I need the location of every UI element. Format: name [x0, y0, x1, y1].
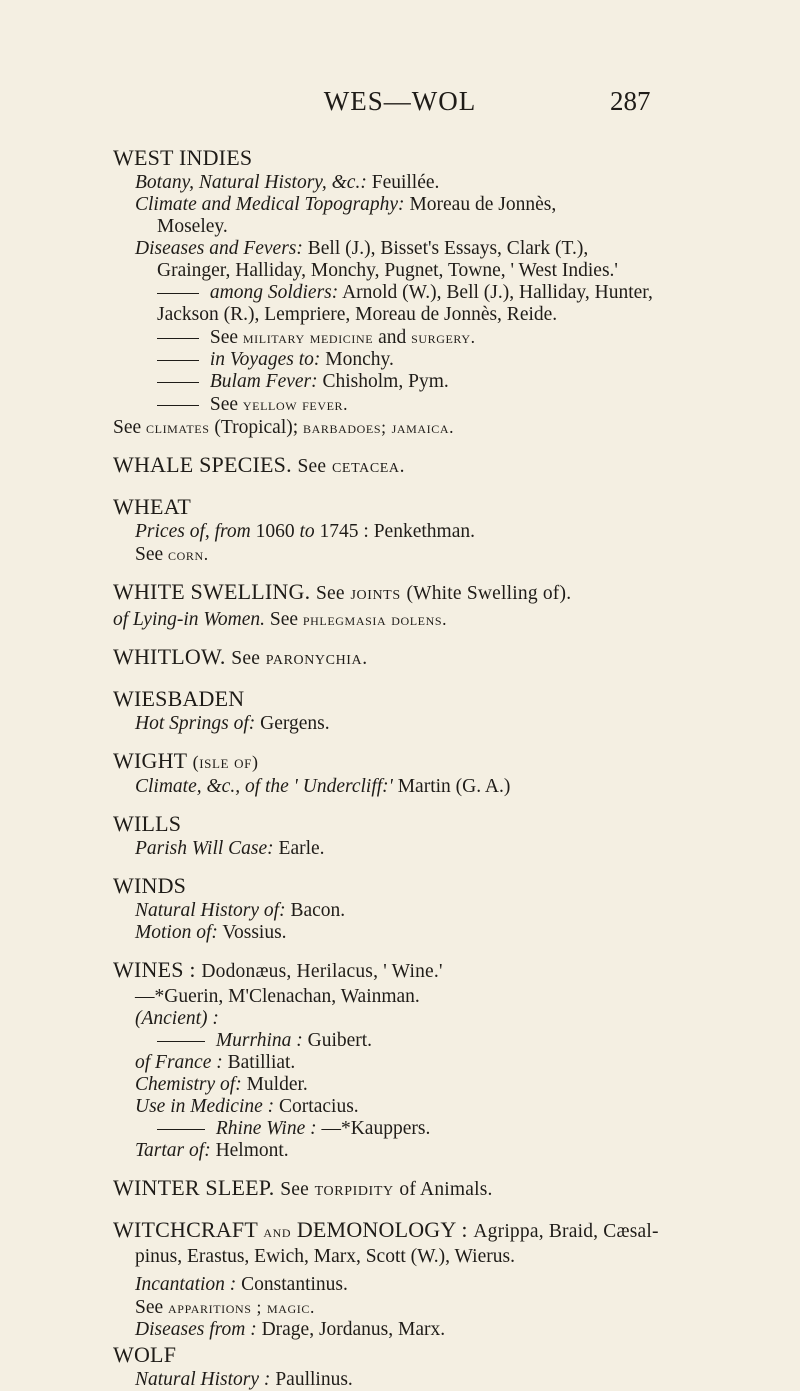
repeat-dash: [157, 382, 199, 383]
sub-entry-label: Hot Springs of:: [135, 713, 256, 734]
see-prefix: See: [209, 327, 239, 348]
see-prefix: See: [269, 609, 299, 630]
see-reference: apparitions ; magic.: [168, 1297, 315, 1317]
sub-entry: [113, 1030, 763, 1052]
see-prefix: See: [231, 648, 261, 669]
sub-entry: [113, 1369, 763, 1391]
sub-entry-label: Natural History of:: [135, 900, 286, 921]
entry-head-suffix: (isle of): [192, 752, 259, 772]
sub-entry-label: Diseases and Fevers:: [135, 238, 303, 259]
sub-entry-label: of France :: [135, 1052, 223, 1073]
sub-entry-text: Helmont.: [215, 1140, 289, 1161]
cross-reference: [113, 326, 763, 349]
sub-entry: [113, 1319, 763, 1341]
see-reference: corn.: [168, 544, 209, 564]
sub-entry-text: Batilliat.: [227, 1052, 296, 1073]
sub-entry-text: Earle.: [278, 838, 325, 859]
sub-entry-label: Tartar of:: [135, 1140, 211, 1161]
sub-entry-text: Cortacius.: [279, 1096, 359, 1117]
entry-head: WINES :: [113, 957, 196, 982]
sub-entry-text: Arnold (W.), Bell (J.), Halliday, Hunter,: [342, 282, 653, 303]
see-reference: climates: [146, 417, 210, 437]
sub-entry-text: Bell (J.), Bisset's Essays, Clark (T.),: [307, 238, 589, 259]
entry-head: WINTER SLEEP.: [113, 1175, 275, 1200]
see-reference: phlegmasia dolens.: [302, 609, 448, 629]
sub-entry-text: Feuillée.: [371, 172, 440, 193]
sub-entry-label: Bulam Fever:: [209, 371, 318, 392]
sub-entry-label: among Soldiers:: [209, 282, 339, 303]
running-head: WES—WOL: [323, 86, 477, 116]
sub-entry-label: Murrhina :: [215, 1030, 303, 1051]
entry-head-wills: WILLS: [113, 811, 182, 836]
sub-entry-text: Chisholm, Pym.: [322, 371, 449, 392]
see-text: (Tropical);: [214, 417, 299, 438]
see-reference: torpidity: [314, 1179, 394, 1200]
entry-wines: [113, 956, 763, 986]
sub-entry: [113, 900, 763, 922]
sub-entry: [113, 713, 763, 735]
sub-entry: [113, 1074, 763, 1096]
see-reference: joints: [350, 583, 401, 604]
sub-entry-continuation: Jackson (R.), Lempriere, Moreau de Jonnès, Reide.: [157, 304, 558, 325]
repeat-dash: [157, 338, 199, 339]
repeat-dash: [157, 1041, 205, 1042]
see-prefix: See: [135, 544, 164, 565]
sub-entry-label: Climate and Medical Topography:: [135, 194, 405, 215]
entry-head: DEMONOLOGY :: [296, 1217, 468, 1242]
sub-entry: [113, 172, 763, 194]
entry-head-and: and: [263, 1222, 292, 1241]
repeat-dash: [157, 1129, 205, 1130]
entry-continuation: —*Guerin, M'Clenachan, Wainman.: [135, 986, 420, 1007]
sub-entry-label: Diseases from :: [135, 1319, 257, 1340]
repeat-dash: [157, 405, 199, 406]
sub-entry-text: Gergens.: [260, 713, 330, 734]
sub-entry-text: Vossius.: [222, 922, 287, 943]
sub-entry-continuation: Moseley.: [157, 216, 228, 237]
sub-entry: [113, 608, 763, 631]
entry-text: Agrippa, Braid, Cæsal-: [473, 1221, 659, 1242]
see-reference: surgery.: [411, 327, 476, 347]
sub-entry-label: Incantation :: [135, 1274, 237, 1295]
sub-entry: [113, 1008, 763, 1030]
entry-head-wolf: WOLF: [113, 1342, 177, 1367]
sub-entry: [113, 1052, 763, 1074]
sub-entry-text: Paullinus.: [275, 1369, 353, 1390]
entry-head: WHALE SPECIES.: [113, 452, 292, 477]
sub-entry-label: Prices of, from: [135, 521, 251, 542]
page-number: 287: [610, 86, 651, 116]
cross-reference: [113, 393, 763, 416]
sub-entry-text: Martin (G. A.): [397, 776, 511, 797]
entry-whale: [113, 451, 763, 481]
entry-text: Dodonæus, Herilacus, ' Wine.': [201, 961, 443, 982]
year-from: 1060: [255, 521, 295, 542]
year-to: 1745: [319, 521, 359, 542]
sub-entry: [113, 1274, 763, 1296]
see-reference: paronychia.: [265, 648, 368, 669]
sub-entry: [113, 371, 763, 393]
year-to-label: to: [299, 521, 315, 542]
entry-head: WITCHCRAFT: [113, 1217, 258, 1242]
repeat-dash: [157, 293, 199, 294]
see-reference: barbadoes; jamaica.: [303, 417, 455, 437]
sub-entry-text: Guibert.: [307, 1030, 373, 1051]
sub-entry-label: Botany, Natural History, &c.:: [135, 172, 367, 193]
entry-head-winds: WINDS: [113, 873, 187, 898]
sub-entry: [113, 521, 763, 543]
sub-entry: [113, 1140, 763, 1162]
sub-entry-label: Rhine Wine :: [215, 1118, 317, 1139]
see-prefix: See: [135, 1297, 164, 1318]
index-content: [113, 144, 763, 1391]
page-header: [0, 86, 800, 126]
entry-witchcraft: [113, 1216, 763, 1246]
cross-reference: [113, 543, 763, 566]
sub-entry: [113, 194, 763, 216]
sub-entry-label: Parish Will Case:: [135, 838, 274, 859]
sub-entry: [113, 776, 763, 798]
entry-white-swelling: [113, 578, 763, 608]
sub-entry-text: —*Kauppers.: [321, 1118, 431, 1139]
see-reference: cetacea.: [331, 456, 406, 477]
sub-entry-label: (Ancient) :: [135, 1008, 219, 1029]
sub-entry: [113, 1096, 763, 1118]
sub-entry-text: Monchy.: [325, 349, 394, 370]
cross-reference: [113, 1296, 763, 1319]
see-reference: military medicine: [242, 327, 374, 347]
sub-entry: [113, 282, 763, 304]
entry-head-wiesbaden: WIESBADEN: [113, 686, 245, 711]
entry-head-wheat: WHEAT: [113, 494, 191, 519]
see-conjunction: and: [378, 327, 407, 348]
sub-entry-text: Moreau de Jonnès,: [409, 194, 557, 215]
see-prefix: See: [113, 417, 142, 438]
see-reference: yellow fever.: [242, 394, 349, 414]
entry-head-west-indies: WEST INDIES: [113, 145, 253, 170]
entry-head: WHITE SWELLING.: [113, 579, 311, 604]
sub-entry-label: Natural History :: [135, 1369, 271, 1390]
sub-entry-label: Motion of:: [135, 922, 218, 943]
sub-entry: [113, 349, 763, 371]
sub-entry: [113, 238, 763, 260]
see-prefix: See: [280, 1179, 309, 1200]
entry-winter-sleep: [113, 1174, 763, 1204]
entry-continuation: pinus, Erastus, Ewich, Marx, Scott (W.), Wierus.: [135, 1246, 515, 1267]
cross-reference: [113, 416, 763, 439]
sub-entry-text: Mulder.: [246, 1074, 308, 1095]
see-prefix: See: [315, 583, 345, 604]
see-text: (White Swelling of).: [406, 583, 572, 604]
entry-wight: [113, 747, 763, 776]
entry-head: WIGHT: [113, 748, 187, 773]
sub-entry: [113, 838, 763, 860]
sub-entry-text: : Penkethman.: [363, 521, 475, 542]
sub-entry-text: Constantinus.: [241, 1274, 348, 1295]
sub-entry-text: Bacon.: [290, 900, 346, 921]
sub-entry-continuation: Grainger, Halliday, Monchy, Pugnet, Towne, ' West Indies.': [157, 260, 618, 281]
see-prefix: See: [297, 456, 327, 477]
sub-entry-label: Use in Medicine :: [135, 1096, 275, 1117]
sub-entry: [113, 1118, 763, 1140]
entry-head: WHITLOW.: [113, 644, 226, 669]
sub-entry: [113, 922, 763, 944]
sub-entry-text: Drage, Jordanus, Marx.: [261, 1319, 446, 1340]
sub-entry-label: in Voyages to:: [209, 349, 321, 370]
sub-entry-label: Climate, &c., of the ' Undercliff:': [135, 776, 393, 797]
see-text: of Animals.: [399, 1179, 493, 1200]
sub-entry-label: of Lying-in Women.: [113, 609, 265, 630]
repeat-dash: [157, 360, 199, 361]
entry-whitlow: [113, 643, 763, 673]
sub-entry-label: Chemistry of:: [135, 1074, 242, 1095]
see-prefix: See: [209, 394, 239, 415]
